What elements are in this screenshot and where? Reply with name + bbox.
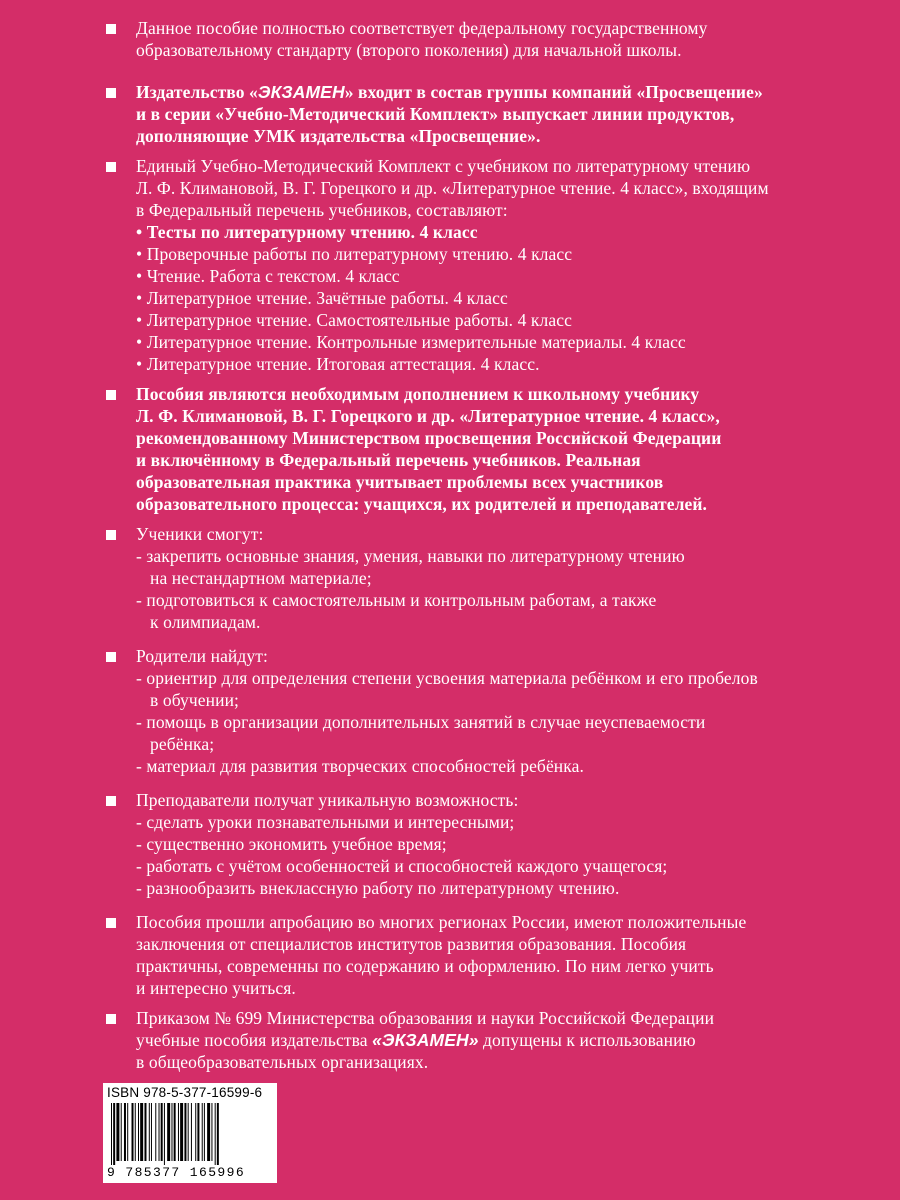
text-line: - помощь в организации дополнительных занятий в случае неуспеваемости [136,712,706,732]
text-line: - подготовиться к самостоятельным и контрольным работам, а также [136,590,657,610]
text-line: Издательство «ЭКЗАМЕН» входит в состав группы компаний «Просвещение» [136,82,763,102]
text-line: к олимпиадам. [150,612,261,632]
text-line: Преподаватели получат уникальную возможность: [136,790,519,810]
square-bullet-icon [106,530,116,540]
text-line: практичны, современны по содержанию и оформлению. По ним легко учить [136,956,714,976]
square-bullet-icon [106,1014,116,1024]
square-bullet-icon [106,652,116,662]
text-line: Л. Ф. Климановой, В. Г. Горецкого и др. «Литературное чтение. 4 класс», [136,406,720,426]
text-line: - существенно экономить учебное время; [136,834,447,854]
square-bullet-icon [106,162,116,172]
text-line: Пособия являются необходимым дополнением к школьному учебнику [136,384,700,404]
text-line: - сделать уроки познавательными и интересными; [136,812,515,832]
product-list-item: • Чтение. Работа с текстом. 4 класс [136,266,400,286]
text-line: Пособия прошли апробацию во многих регионах России, имеют положительные [136,912,747,932]
text-line: Л. Ф. Климановой, В. Г. Горецкого и др. «Литературное чтение. 4 класс», входящим [136,178,769,198]
text-line: и интересно учиться. [136,978,296,998]
text-line: - работать с учётом особенностей и способностей каждого учащегося; [136,856,668,876]
text-line: в Федеральный перечень учебников, составляют: [136,200,508,220]
product-list-item: • Проверочные работы по литературному чтению. 4 класс [136,244,573,264]
publisher-brand: «ЭКЗАМЕН» [372,1030,479,1050]
publisher-brand: ЭКЗАМЕН [257,82,345,102]
square-bullet-icon [106,24,116,34]
text-line: Ученики смогут: [136,524,264,544]
product-list-item: • Литературное чтение. Итоговая аттестация. 4 класс. [136,354,540,374]
text-line: - разнообразить внеклассную работу по литературному чтению. [136,878,620,898]
text-line: - закрепить основные знания, умения, навыки по литературному чтению [136,546,685,566]
product-list-item: • Литературное чтение. Контрольные измерительные материалы. 4 класс [136,332,686,352]
square-bullet-icon [106,796,116,806]
text-line: рекомендованному Министерством просвещения Российской Федерации [136,428,722,448]
barcode-digits: 9 785377 165996 [107,1165,246,1180]
square-bullet-icon [106,88,116,98]
text-line: образовательного процесса: учащихся, их родителей и преподавателей. [136,494,708,514]
text-line: заключения от специалистов институтов развития образования. Пособия [136,934,687,954]
text-line: - ориентир для определения степени усвоения материала ребёнком и его пробелов [136,668,758,688]
square-bullet-icon [106,390,116,400]
text-line: дополняющие УМК издательства «Просвещение». [136,126,541,146]
isbn-barcode-box [103,1083,277,1183]
product-list-item: • Литературное чтение. Самостоятельные работы. 4 класс [136,310,572,330]
square-bullet-icon [106,918,116,928]
text-line: Данное пособие полностью соответствует федеральному государственному [136,18,708,38]
text-line: на нестандартном материале; [150,568,372,588]
text-line: и включённому в Федеральный перечень учебников. Реальная [136,450,641,470]
text-line: Единый Учебно-Методический Комплект с учебником по литературному чтению [136,156,751,176]
barcode-image [109,1103,271,1165]
text-line: ребёнка; [150,734,215,754]
text-line: и в серии «Учебно-Методический Комплект» выпускает линии продуктов, [136,104,735,124]
isbn-number: ISBN 978-5-377-16599-6 [107,1085,263,1100]
text-line: Приказом № 699 Министерства образования и науки Российской Федерации [136,1008,715,1028]
text-line: образовательная практика учитывает проблемы всех участников [136,472,664,492]
text-line: в обучении; [150,690,240,710]
text-line: - материал для развития творческих способностей ребёнка. [136,756,584,776]
text-line: образовательному стандарту (второго поколения) для начальной школы. [136,40,682,60]
product-list-item: • Тесты по литературному чтению. 4 класс [136,222,478,242]
text-line: Родители найдут: [136,646,268,666]
text-line: в общеобразовательных организациях. [136,1052,429,1072]
text-line: учебные пособия издательства «ЭКЗАМЕН» допущены к использованию [136,1030,696,1050]
product-list-item: • Литературное чтение. Зачётные работы. 4 класс [136,288,508,308]
